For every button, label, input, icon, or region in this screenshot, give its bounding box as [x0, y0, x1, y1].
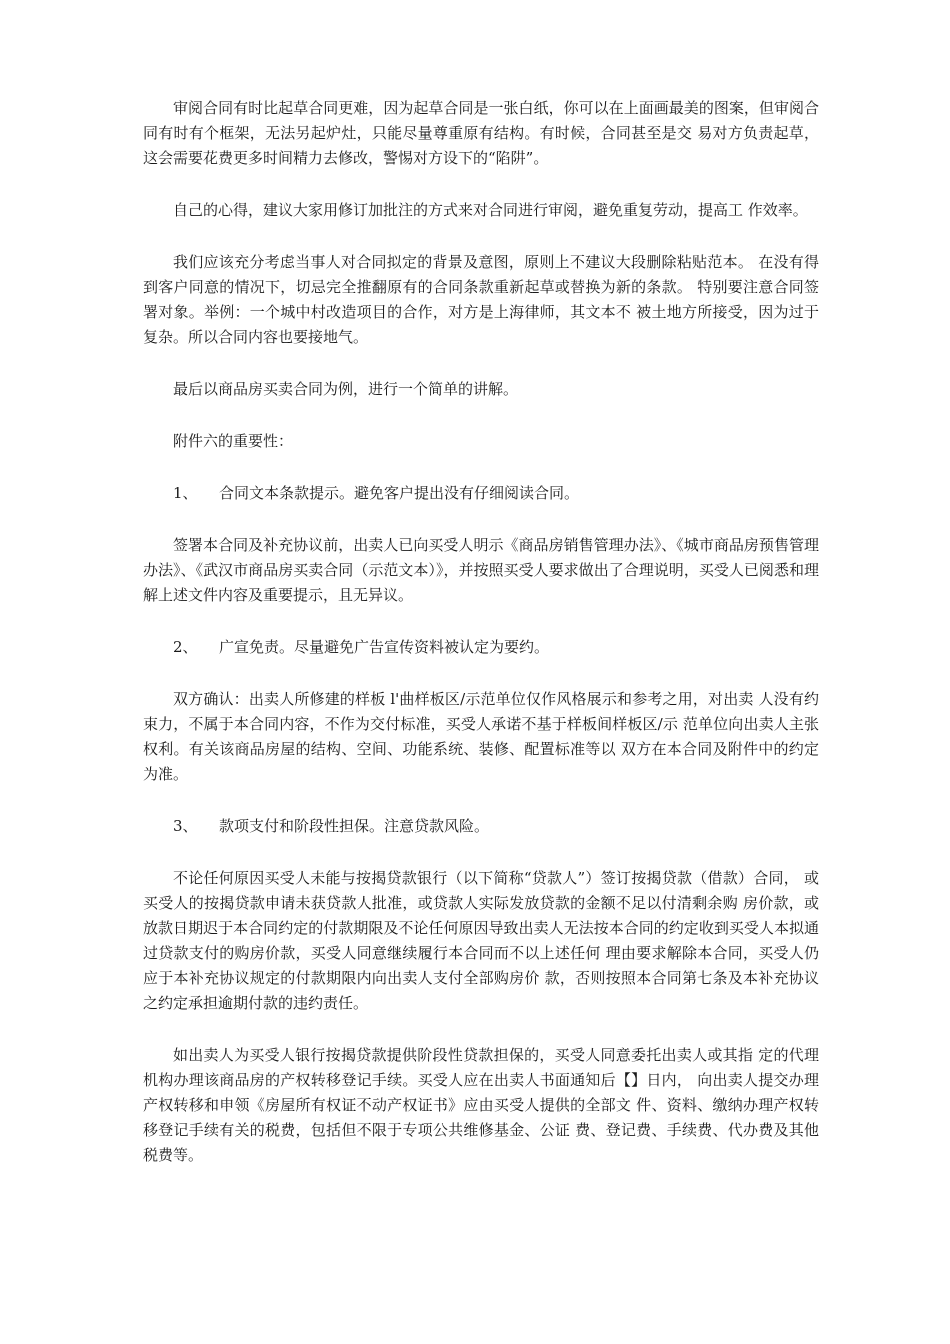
paragraph-annex-six: 附件六的重要性：	[173, 432, 294, 450]
paragraph-clause-3b: 如出卖人为买受人银行按揭贷款提供阶段性贷款担保的，买受人同意委托出卖人或其指 定的代理机构办理该商品房的产权转移登记手续。买受人应在出卖人书面通知后【】日内， 向出卖人提交办理产权转移和申领《房屋所有权证不动产权证书》应由买受人提供的全部文 件、资料、缴纳办理产权转移登记手续有关的税费，包括但不限于专项公共维修基金、公证 费、登记费、手续费、代办费及其他税费等。	[143, 1046, 819, 1164]
section-heading-3	[143, 814, 819, 839]
section-title: 广宣免责。尽量避免广告宣传资料被认定为要约。	[219, 638, 550, 656]
paragraph-clause-3a: 不论任何原因买受人未能与按揭贷款银行（以下简称“贷款人”）签订按揭贷款（借款）合同， 或买受人的按揭贷款申请未获贷款人批准，或贷款人实际发放贷款的金额不足以付清剩余购 房价款，或放款日期迟于本合同约定的付款期限及不论任何原因导致出卖人无法按本合同的约定收到买受人本拟通过贷款支付的购房价款，买受人同意继续履行本合同而不以上述任何 理由要求解除本合同，买受人仍应于本补充协议规定的付款期限内向出卖人支付全部购房价 款，否则按照本合同第七条及本补充协议之约定承担逾期付款的违约责任。	[143, 869, 819, 1012]
paragraph-example-intro: 最后以商品房买卖合同为例，进行一个简单的讲解。	[173, 380, 519, 398]
paragraph-background: 我们应该充分考虑当事人对合同拟定的背景及意图，原则上不建议大段删除粘贴范本。 在没有得到客户同意的情况下，切忌完全推翻原有的合同条款重新起草或替换为新的条款。 特别要注意合同签署对象。举例：一个城中村改造项目的合作，对方是上海律师，其文本不 被土地方所接受，因为过于复杂。所以合同内容也要接地气。	[143, 253, 819, 346]
paragraph-clause-2: 双方确认：出卖人所修建的样板 l'曲样板区/示范单位仅作风格展示和参考之用，对出卖 人没有约束力，不属于本合同内容，不作为交付标准，买受人承诺不基于样板间样板区/示 范单位向出卖人主张权利。有关该商品房屋的结构、空间、功能系统、装修、配置标准等以 双方在本合同及附件中的约定为准。	[143, 690, 819, 783]
section-number: 2、	[173, 638, 198, 656]
section-title: 款项支付和阶段性担保。注意贷款风险。	[219, 817, 490, 835]
paragraph-tip: 自己的心得，建议大家用修订加批注的方式来对合同进行审阅，避免重复劳动，提高工 作效率。	[173, 201, 808, 219]
section-number: 1、	[173, 484, 198, 502]
paragraph-intro: 审阅合同有时比起草合同更难，因为起草合同是一张白纸，你可以在上面画最美的图案，但审阅合同有时有个框架，无法另起炉灶，只能尽量尊重原有结构。有时候，合同甚至是交 易对方负责起草，这会需要花费更多时间精力去修改，警惕对方设下的“陷阱”。	[143, 99, 819, 167]
document-page	[143, 96, 819, 1195]
section-heading-1	[143, 481, 819, 506]
section-heading-2	[143, 635, 819, 660]
section-title: 合同文本条款提示。避免客户提出没有仔细阅读合同。	[219, 484, 580, 502]
paragraph-clause-1: 签署本合同及补充协议前，出卖人已向买受人明示《商品房销售管理办法》、《城市商品房预售管理办法》、《武汉市商品房买卖合同（示范文本）》，并按照买受人要求做出了合理说明，买受人已阅悉和理解上述文件内容及重要提示，且无异议。	[143, 536, 819, 604]
section-number: 3、	[173, 817, 198, 835]
